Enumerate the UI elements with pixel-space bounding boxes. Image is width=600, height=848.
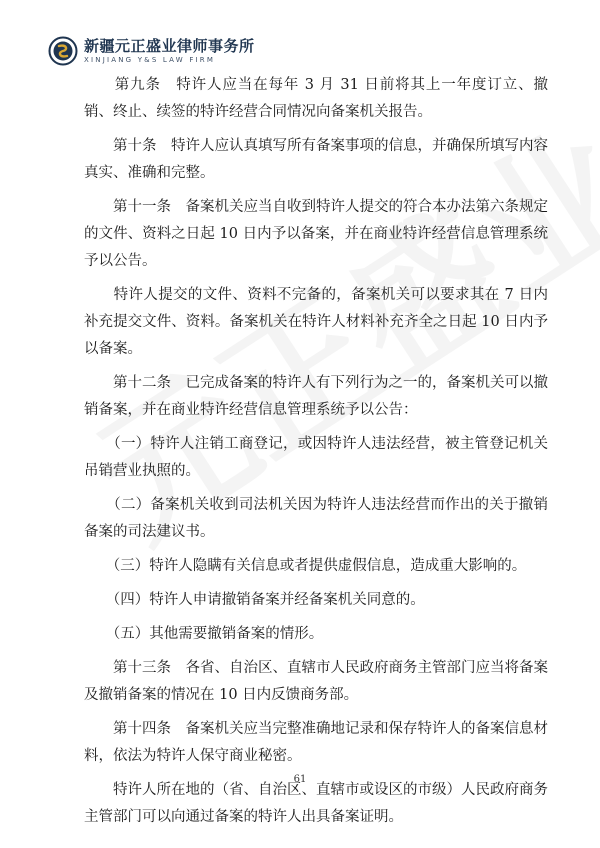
firm-logo-icon [48, 36, 78, 66]
article-12-item-5: （五）其他需要撤销备案的情形。 [84, 626, 324, 642]
page-number: 61 [293, 774, 307, 785]
article-12-item-2: （二）备案机关收到司法机关因为特许人违法经营而作出的关于撤销备案的司法建议书。 [84, 497, 548, 540]
page-header [48, 34, 255, 68]
article-12-item-3: （三）特许人隐瞒有关信息或者提供虚假信息，造成重大影响的。 [84, 558, 527, 574]
firm-name-block [84, 38, 255, 65]
article-9: 第九条 特许人应当在每年 3 月 31 日前将其上一年度订立、撤销、终止、续签的特许经营合同情况向备案机关报告。 [84, 77, 548, 120]
firm-name-cn: 新疆元正盛业律师事务所 [84, 36, 255, 55]
firm-name-en: XINJIANG Y&S LAW FIRM [84, 55, 216, 64]
article-12: 第十二条 已完成备案的特许人有下列行为之一的，备案机关可以撤销备案，并在商业特许经营信息管理系统予以公告： [84, 375, 548, 418]
article-10: 第十条 特许人应认真填写所有备案事项的信息，并确保所填写内容真实、准确和完整。 [84, 138, 548, 181]
article-11: 第十一条 备案机关应当自收到特许人提交的符合本办法第六条规定的文件、资料之日起 10 日内予以备案，并在商业特许经营信息管理系统予以公告。 [84, 199, 548, 269]
document-body [84, 72, 548, 838]
article-11-supplement: 特许人提交的文件、资料不完备的，备案机关可以要求其在 7 日内补充提交文件、资料。备案机关在特许人材料补充齐全之日起 10 日内予以备案。 [84, 287, 548, 357]
article-12-item-4: （四）特许人申请撤销备案并经备案机关同意的。 [84, 592, 425, 608]
article-13: 第十三条 各省、自治区、直辖市人民政府商务主管部门应当将备案及撤销备案的情况在 10 日内反馈商务部。 [84, 660, 548, 703]
article-14: 第十四条 备案机关应当完整准确地记录和保存特许人的备案信息材料，依法为特许人保守商业秘密。 [84, 721, 548, 764]
article-14-supplement: 特许人所在地的（省、自治区、直辖市或设区的市级）人民政府商务主管部门可以向通过备案的特许人出具备案证明。 [84, 782, 548, 825]
article-12-item-1: （一）特许人注销工商登记，或因特许人违法经营，被主管登记机关吊销营业执照的。 [84, 436, 548, 479]
